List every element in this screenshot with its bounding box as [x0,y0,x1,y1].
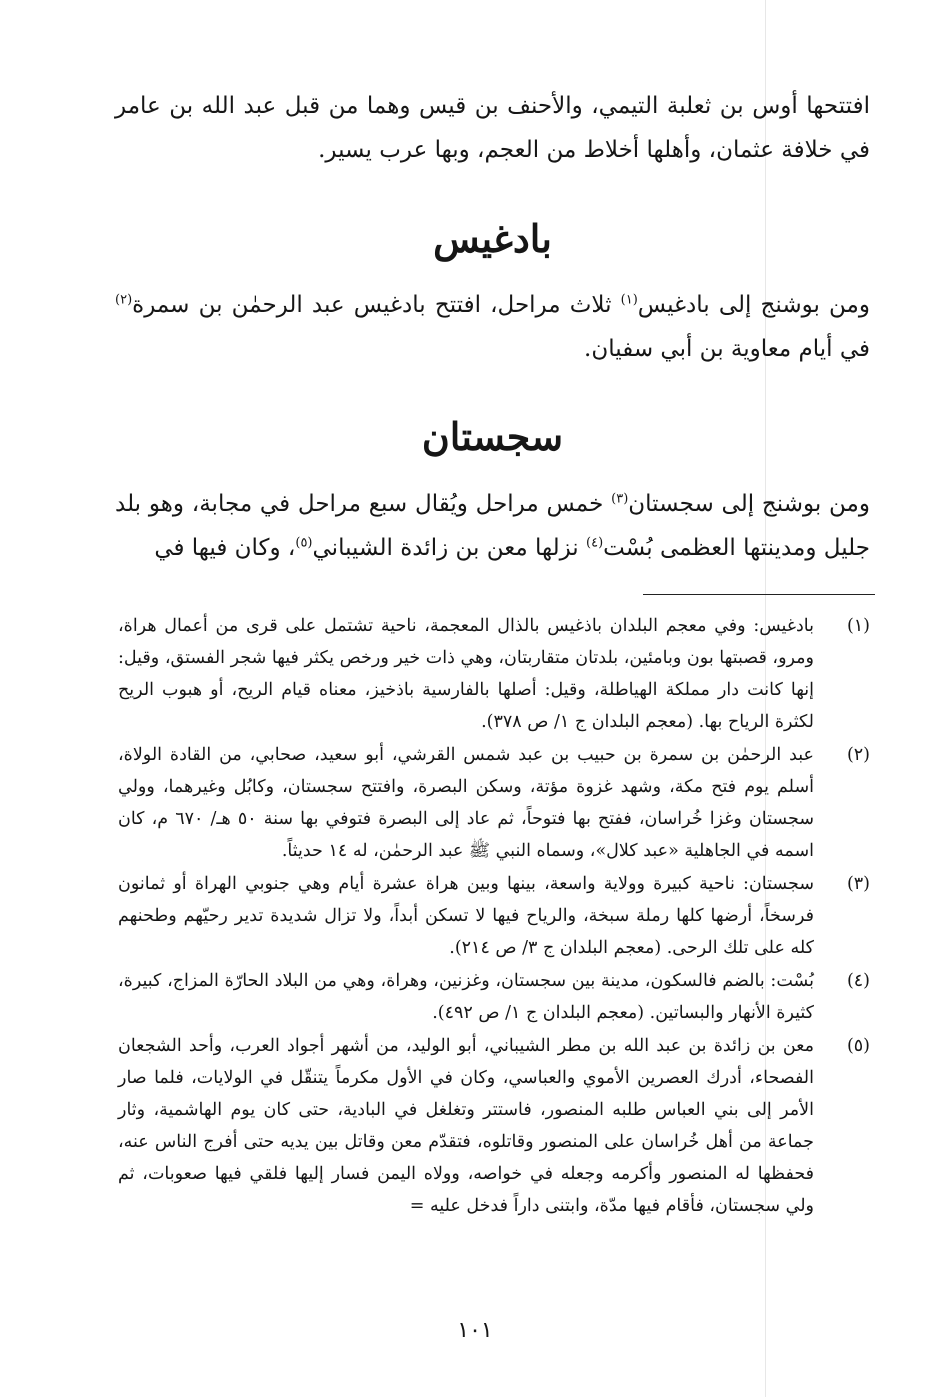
footnote-number: (٢) [846,745,870,765]
page-number: ١٠١ [457,1318,493,1343]
footnote-text: معن بن زائدة بن عبد الله بن مطر الشيباني، أبو الوليد، من أشهر أجواد العرب، وأحد الشجعان الفصحاء، أدرك العصرين الأموي والعباسي، وكان في الأول مكرماً يتنقّل في الولايات، فلما صار الأمر إلى بني العباس طلبه المنصور، فاستتر وتغلغل في البادية، حتى كان يوم الهاشمية، وثار جماعة من أهل خُراسان على المنصور وقاتلوه، فتقدّم معن وقاتل بين يديه حتى أفرج الناس عنه، فحفظها له المنصور وأكرمه وجعله في خواصه، وولاه اليمن فسار إليها فلقي فيها صعوبات، ثم ولي سجستان، فأقام فيها مدّة، وابتنى داراً فدخل عليه = [118,1036,814,1216]
footnote-text: بُسْت: بالضم فالسكون، مدينة بين سجستان، وغزنين، وهراة، وهي من البلاد الحارّة المزاج، كبيرة، كثيرة الأنهار والبساتين. (معجم البلدان ج ١/ ص ٤٩٢). [118,971,814,1023]
paragraph-badghis [115,283,870,371]
footnote-text: عبد الرحمٰن بن سمرة بن حبيب بن عبد شمس القرشي، أبو سعيد، صحابي، من القادة الولاة، أسلم يوم فتح مكة، وشهد غزوة مؤتة، وسكن البصرة، وافتتح سجستان، وكابُل وغيرهما، وولي سجستان وغزا خُراسان، ففتح بها فتوحاً، ثم عاد إلى البصرة فتوفي بها سنة ٥٠ هـ/ ٦٧٠ م، كان اسمه في الجاهلية «عبد كلال»، وسماه النبي ﷺ عبد الرحمٰن، له ١٤ حديثاً. [118,745,814,861]
paragraph-sistan-text-b: خمس مراحل ويُقال سبع مراحل في مجابة، وهو بلد جليل ومدينتها العظمى بُسْت [115,491,870,561]
footnote-item [118,965,870,1029]
footnote-item [118,868,870,964]
footnote-text: بادغيس: وفي معجم البلدان باذغيس بالذال المعجمة، ناحية تشتمل على قرى من أعمال هراة، ومرو، قصبتها بون وبامئين، بلدتان متقاربتان، وهي ذات خير ورخص يكثر فيها شجر الفستق، وقيل: إنها كانت دار مملكة الهياطلة، وقيل: أصلها بالفارسية باذخيز، معناه قيام الريح، أو هبوب الريح لكثرة الرياح بها. (معجم البلدان ج ١/ ص ٣٧٨). [118,616,814,732]
footnote-item [118,610,870,738]
paragraph-intro [115,84,870,172]
paragraph-sistan [115,482,870,570]
paragraph-sistan-text-c: نزلها معن بن زائدة الشيباني [312,535,586,561]
footnote-ref-5[interactable]: (٥) [295,535,313,551]
footnote-text: سجستان: ناحية كبيرة وولاية واسعة، بينها وبين هراة عشرة أيام وهي جنوبي الهراة أو ثمانون فرسخاً، أرضها كلها رملة سبخة، والرياح فيها لا تسكن أبداً، ولا تزال شديدة تدير رحيّهم وطحنهم كله على تلك الرحى. (معجم البلدان ج ٣/ ص ٢١٤). [118,874,814,958]
footnote-separator [643,594,875,595]
footnote-ref-3[interactable]: (٣) [611,491,629,507]
footnote-number: (٥) [846,1036,870,1056]
footnote-ref-2[interactable]: (٢) [115,292,133,308]
footnote-number: (١) [846,616,870,636]
paragraph-badghis-text-a: ومن بوشنج إلى بادغيس [637,292,870,318]
paragraph-badghis-text-b: ثلاث مراحل، افتتح بادغيس عبد الرحمٰن بن سمرة [132,292,621,318]
paragraph-sistan-text-d: ، وكان فيها في [154,535,296,561]
footnote-item [118,739,870,867]
footnote-ref-1[interactable]: (١) [620,292,638,308]
footnote-item [118,1030,870,1222]
footnote-number: (٣) [846,874,870,894]
section-heading-badghis: بادغيس [433,216,552,261]
paragraph-sistan-text-a: ومن بوشنج إلى سجستان [628,491,870,517]
paragraph-intro-text: افتتحها أوس بن ثعلبة التيمي، والأحنف بن قيس وهما من قبل عبد الله بن عامر في خلافة عثمان، وأهلها أخلاط من العجم، وبها عرب يسير. [115,93,870,163]
footnote-number: (٤) [846,971,870,991]
footnote-ref-4[interactable]: (٤) [586,535,604,551]
paragraph-badghis-text-c: في أيام معاوية بن أبي سفيان. [584,336,870,362]
section-heading-sistan: سجستان [421,414,564,459]
footnotes-section [118,610,870,1223]
